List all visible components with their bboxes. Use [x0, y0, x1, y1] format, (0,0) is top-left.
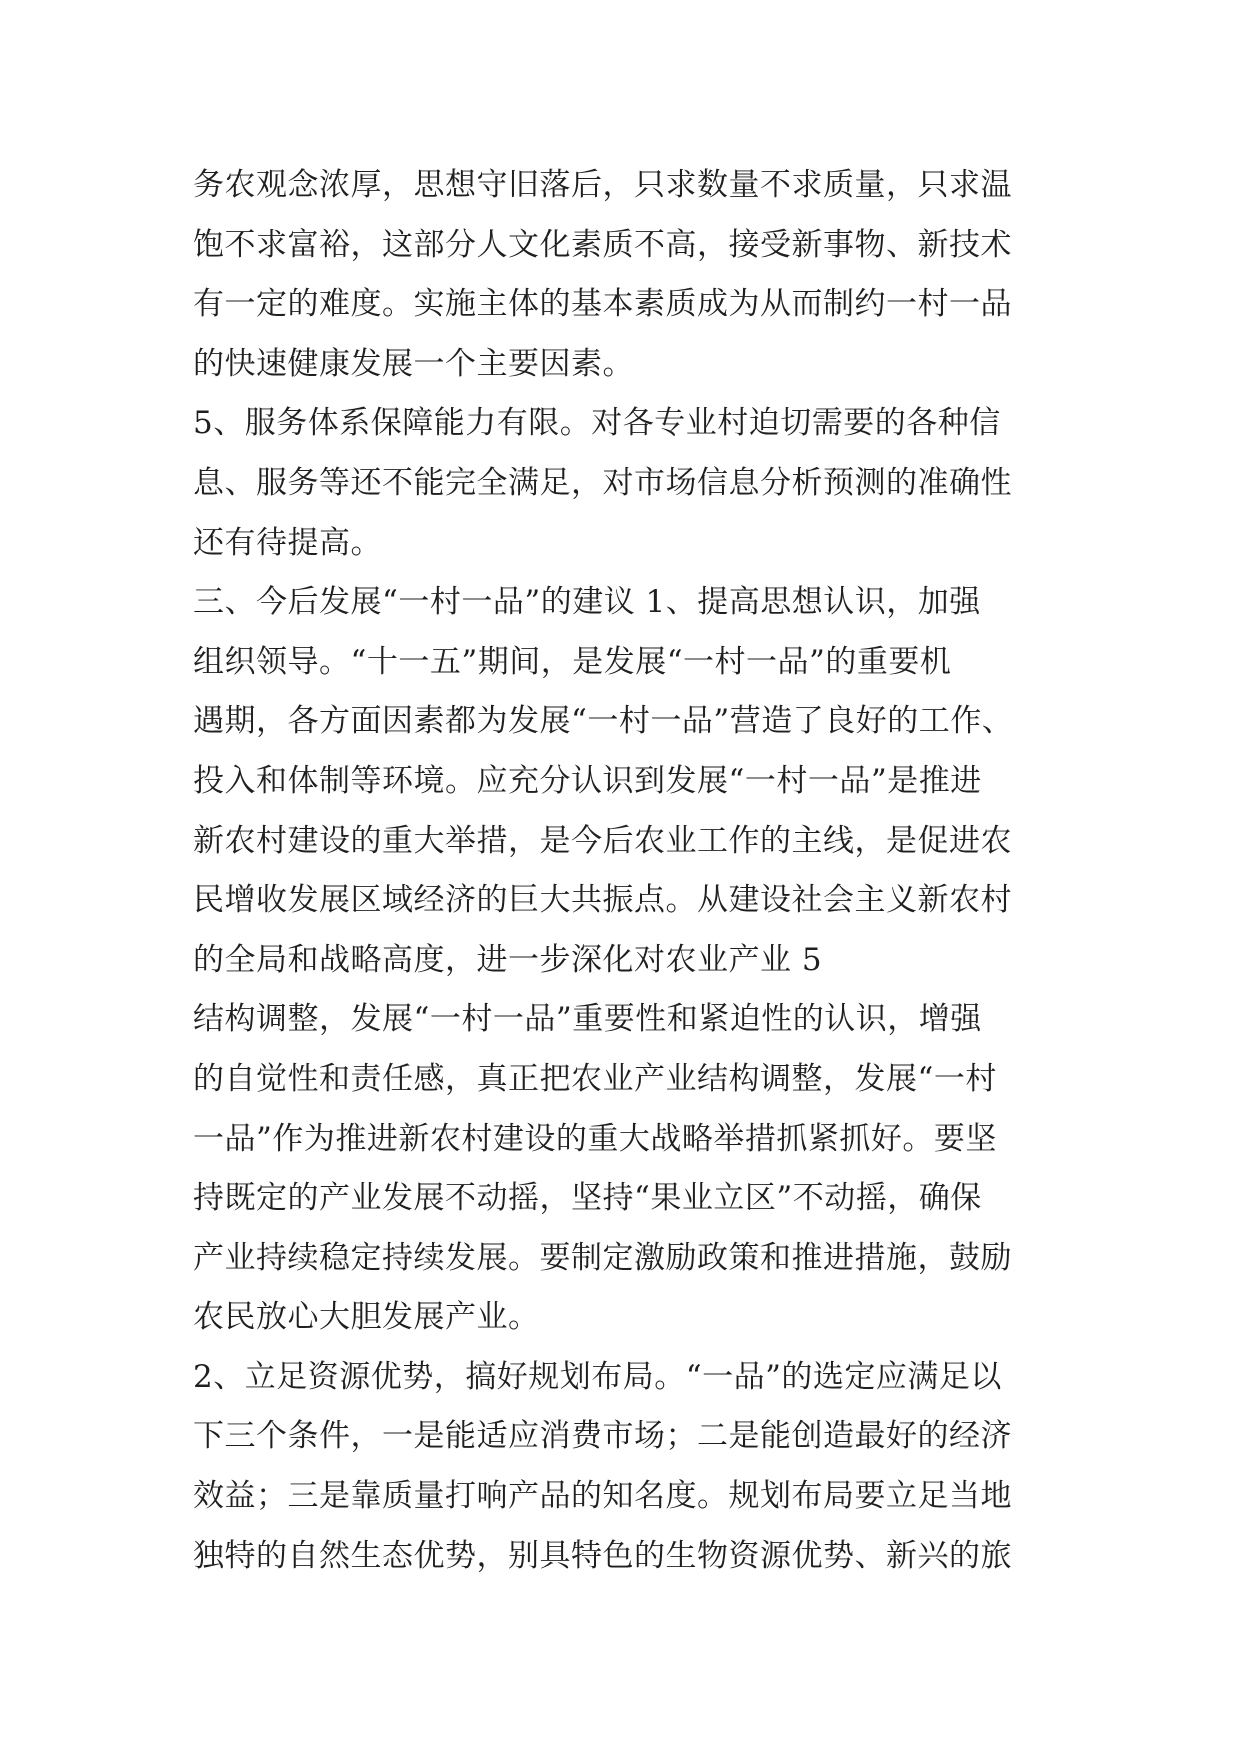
text-line: 组织领导。“十一五”期间，是发展“一村一品”的重要机	[193, 643, 952, 680]
text-line: 下三个条件，一是能适应消费市场；二是能创造最好的经济	[193, 1418, 1012, 1455]
text-line: 的自觉性和责任感，真正把农业产业结构调整，发展“一村	[193, 1060, 997, 1097]
text-line: 2、立足资源优势，搞好规划布局。“一品”的选定应满足以	[193, 1358, 1002, 1395]
text-line: 还有待提高。	[193, 524, 382, 561]
text-line: 民增收发展区域经济的巨大共振点。从建设社会主义新农村	[193, 882, 1012, 919]
text-line: 三、今后发展“一村一品”的建议 1、提高思想认识，加强	[193, 584, 981, 621]
body-text	[193, 156, 1073, 1586]
text-line: 遇期，各方面因素都为发展“一村一品”营造了良好的工作、	[193, 703, 1014, 740]
text-line: 的快速健康发展一个主要因素。	[193, 345, 634, 382]
text-line: 效益；三是靠质量打响产品的知名度。规划布局要立足当地	[193, 1478, 1012, 1515]
text-line: 饱不求富裕，这部分人文化素质不高，接受新事物、新技术	[193, 226, 1012, 263]
text-line: 结构调整，发展“一村一品”重要性和紧迫性的认识，增强	[193, 1001, 982, 1038]
text-line: 一品”作为推进新农村建设的重大战略举措抓紧抓好。要坚	[193, 1120, 997, 1157]
text-line: 新农村建设的重大举措，是今后农业工作的主线，是促进农	[193, 822, 1012, 859]
text-line: 农民放心大胆发展产业。	[193, 1299, 540, 1336]
text-line: 独特的自然生态优势，别具特色的生物资源优势、新兴的旅	[193, 1537, 1012, 1574]
text-line: 产业持续稳定持续发展。要制定激励政策和推进措施，鼓励	[193, 1239, 1012, 1276]
text-line: 有一定的难度。实施主体的基本素质成为从而制约一村一品	[193, 286, 1012, 323]
text-line: 投入和体制等环境。应充分认识到发展“一村一品”是推进	[193, 762, 982, 799]
text-line: 的全局和战略高度，进一步深化对农业产业 5	[193, 941, 823, 978]
text-line: 息、服务等还不能完全满足，对市场信息分析预测的准确性	[193, 464, 1012, 501]
text-line: 5、服务体系保障能力有限。对各专业村迫切需要的各种信	[193, 405, 1001, 442]
text-line: 务农观念浓厚，思想守旧落后，只求数量不求质量，只求温	[193, 167, 1012, 203]
text-line: 持既定的产业发展不动摇，坚持“果业立区”不动摇，确保	[193, 1180, 982, 1217]
